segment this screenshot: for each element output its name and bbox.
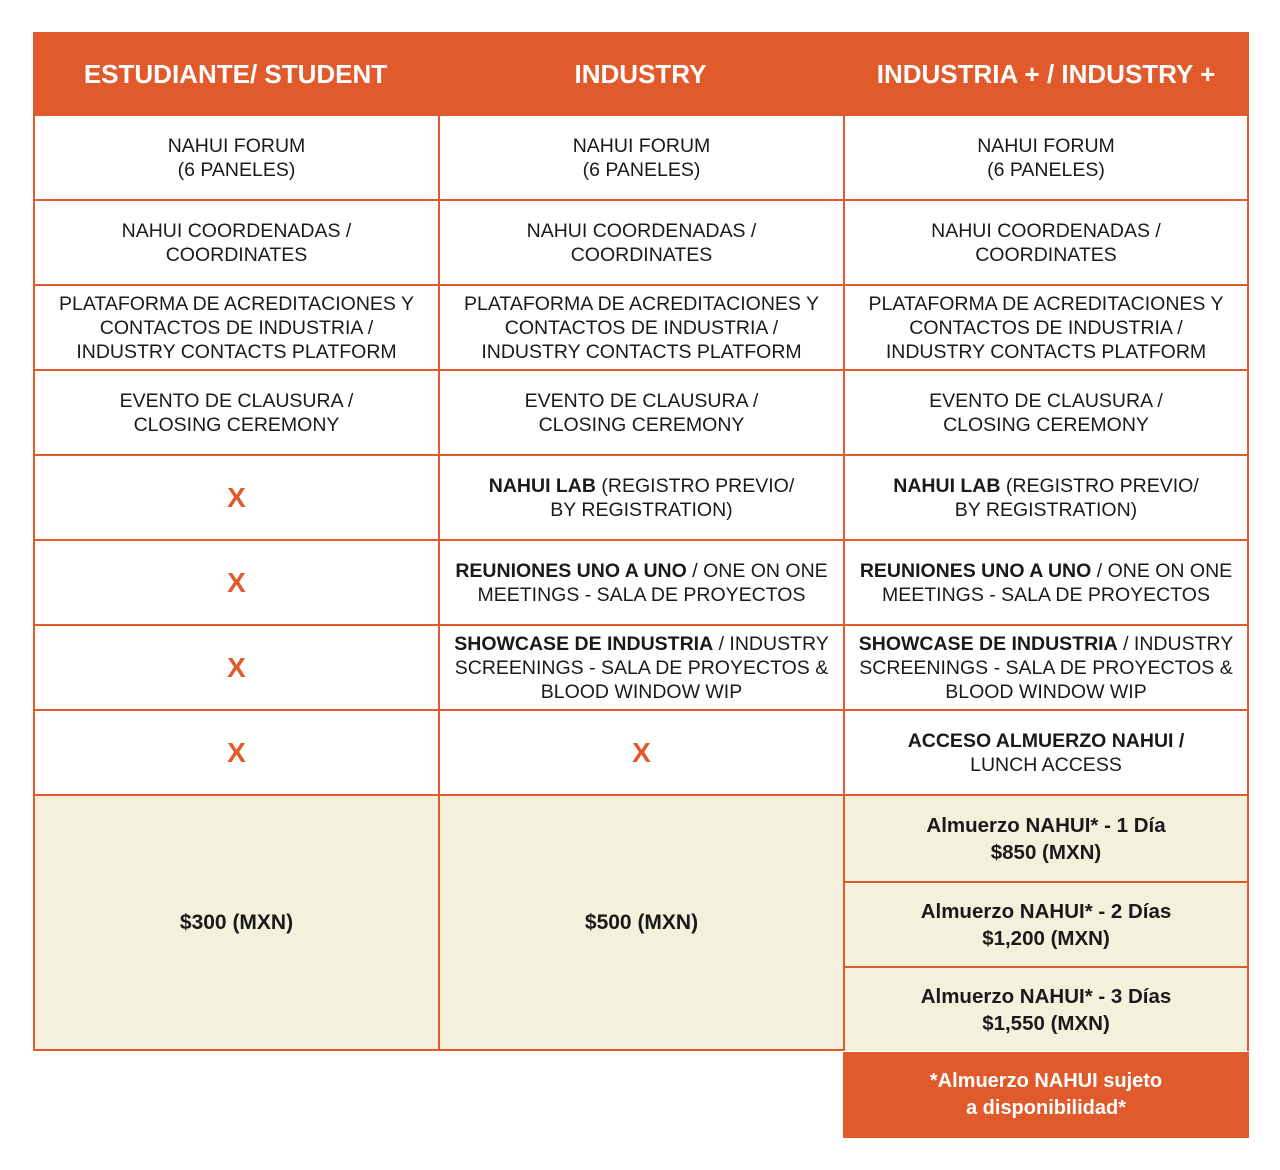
plataforma-line1: PLATAFORMA DE ACREDITACIONES Y bbox=[463, 292, 820, 315]
cell-clausura-industry-plus bbox=[843, 371, 1249, 456]
showcase-line3: BLOOD WINDOW WIP bbox=[540, 680, 743, 703]
price-student bbox=[33, 796, 438, 1051]
coordenadas-line1: NAHUI COORDENADAS / bbox=[526, 219, 757, 242]
cell-clausura-industry bbox=[438, 371, 843, 456]
price-industry-value: $500 (MXN) bbox=[584, 910, 699, 934]
reuniones-title: REUNIONES UNO A UNO bbox=[455, 559, 687, 582]
forum-line2: (6 PANELES) bbox=[582, 158, 701, 181]
cell-almuerzo-industry-plus bbox=[843, 711, 1249, 796]
price-industry-plus bbox=[843, 796, 1249, 1051]
clausura-line1: EVENTO DE CLAUSURA / bbox=[119, 389, 354, 412]
header-student-label: ESTUDIANTE/ STUDENT bbox=[83, 58, 388, 89]
showcase-title: SHOWCASE DE INDUSTRIA bbox=[454, 632, 714, 655]
header-industry bbox=[438, 32, 843, 116]
plataforma-line2: CONTACTOS DE INDUSTRIA / bbox=[99, 316, 374, 339]
not-included-x-icon: X bbox=[227, 736, 246, 768]
lab-line2: BY REGISTRATION) bbox=[550, 498, 733, 521]
reuniones-line1-rest: / ONE ON ONE bbox=[1091, 559, 1233, 582]
not-included-x-icon: X bbox=[632, 736, 651, 768]
cell-showcase-industry-plus bbox=[843, 626, 1249, 711]
coordenadas-line2: COORDINATES bbox=[165, 243, 308, 266]
lunch-availability-footnote bbox=[843, 1052, 1249, 1138]
cell-lab-industry bbox=[438, 456, 843, 541]
cell-forum-student bbox=[33, 116, 438, 201]
coordenadas-line2: COORDINATES bbox=[570, 243, 713, 266]
reuniones-line1-rest: / ONE ON ONE bbox=[686, 559, 828, 582]
header-industry-plus-label: INDUSTRIA + / INDUSTRY + bbox=[876, 58, 1216, 89]
lab-title: NAHUI LAB bbox=[893, 474, 1001, 497]
lunch-option-label: Almuerzo NAHUI* - 1 Día bbox=[926, 813, 1166, 837]
showcase-line2: SCREENINGS - SALA DE PROYECTOS & bbox=[454, 656, 829, 679]
forum-line2: (6 PANELES) bbox=[177, 158, 296, 181]
cell-lab-student bbox=[33, 456, 438, 541]
lunch-option-price: $1,200 (MXN) bbox=[982, 926, 1110, 950]
cell-almuerzo-industry bbox=[438, 711, 843, 796]
cell-showcase-student bbox=[33, 626, 438, 711]
forum-line1: NAHUI FORUM bbox=[572, 134, 711, 157]
header-student bbox=[33, 32, 438, 116]
lunch-option-label: Almuerzo NAHUI* - 2 Días bbox=[920, 899, 1172, 923]
forum-line2: (6 PANELES) bbox=[987, 158, 1105, 181]
cell-lab-industry-plus bbox=[843, 456, 1249, 541]
lab-line1-rest: (REGISTRO PREVIO/ bbox=[1000, 474, 1199, 497]
reuniones-line2: MEETINGS - SALA DE PROYECTOS bbox=[882, 583, 1210, 606]
lab-line1-rest: (REGISTRO PREVIO/ bbox=[595, 474, 795, 497]
not-included-x-icon: X bbox=[227, 566, 246, 598]
reuniones-title: REUNIONES UNO A UNO bbox=[859, 559, 1092, 582]
coordenadas-line2: COORDINATES bbox=[975, 243, 1117, 266]
footnote-line2: a disponibilidad* bbox=[965, 1097, 1126, 1119]
cell-reuniones-student bbox=[33, 541, 438, 626]
lab-line2: BY REGISTRATION) bbox=[954, 498, 1138, 521]
coordenadas-line1: NAHUI COORDENADAS / bbox=[121, 219, 352, 242]
forum-line1: NAHUI FORUM bbox=[167, 134, 306, 157]
not-included-x-icon: X bbox=[227, 651, 246, 683]
clausura-line2: CLOSING CEREMONY bbox=[133, 413, 340, 436]
clausura-line2: CLOSING CEREMONY bbox=[943, 413, 1149, 436]
cell-forum-industry-plus bbox=[843, 116, 1249, 201]
showcase-line3: BLOOD WINDOW WIP bbox=[945, 680, 1147, 703]
reuniones-line2: MEETINGS - SALA DE PROYECTOS bbox=[477, 583, 806, 606]
cell-reuniones-industry-plus bbox=[843, 541, 1249, 626]
lunch-option-1-day bbox=[845, 796, 1247, 881]
cell-almuerzo-student bbox=[33, 711, 438, 796]
plataforma-line2: CONTACTOS DE INDUSTRIA / bbox=[909, 316, 1183, 339]
cell-coordenadas-industry bbox=[438, 201, 843, 286]
lunch-option-price: $850 (MXN) bbox=[990, 840, 1102, 864]
not-included-x-icon: X bbox=[227, 481, 246, 513]
cell-showcase-industry bbox=[438, 626, 843, 711]
plataforma-line3: INDUSTRY CONTACTS PLATFORM bbox=[481, 340, 802, 363]
cell-coordenadas-student bbox=[33, 201, 438, 286]
cell-coordenadas-industry-plus bbox=[843, 201, 1249, 286]
cell-plataforma-industry bbox=[438, 286, 843, 371]
cell-plataforma-student bbox=[33, 286, 438, 371]
plataforma-line3: INDUSTRY CONTACTS PLATFORM bbox=[885, 340, 1207, 363]
pricing-table bbox=[33, 32, 1249, 1051]
showcase-title: SHOWCASE DE INDUSTRIA bbox=[858, 632, 1118, 655]
almuerzo-line1: ACCESO ALMUERZO NAHUI / bbox=[907, 729, 1185, 752]
almuerzo-line2: LUNCH ACCESS bbox=[970, 753, 1122, 776]
cell-reuniones-industry bbox=[438, 541, 843, 626]
coordenadas-line1: NAHUI COORDENADAS / bbox=[931, 219, 1161, 242]
header-industry-plus bbox=[843, 32, 1249, 116]
price-student-value: $300 (MXN) bbox=[179, 910, 294, 934]
plataforma-line3: INDUSTRY CONTACTS PLATFORM bbox=[76, 340, 397, 363]
plataforma-line1: PLATAFORMA DE ACREDITACIONES Y bbox=[58, 292, 415, 315]
lunch-option-label: Almuerzo NAHUI* - 3 Días bbox=[920, 984, 1172, 1008]
showcase-line1-rest: / INDUSTRY bbox=[713, 632, 829, 655]
cell-clausura-student bbox=[33, 371, 438, 456]
header-industry-label: INDUSTRY bbox=[574, 58, 707, 89]
price-industry bbox=[438, 796, 843, 1051]
lab-title: NAHUI LAB bbox=[488, 474, 596, 497]
plataforma-line2: CONTACTOS DE INDUSTRIA / bbox=[504, 316, 779, 339]
cell-forum-industry bbox=[438, 116, 843, 201]
clausura-line1: EVENTO DE CLAUSURA / bbox=[929, 389, 1163, 412]
lunch-option-2-days bbox=[845, 881, 1247, 966]
lunch-option-price: $1,550 (MXN) bbox=[982, 1011, 1110, 1035]
footnote-line1: *Almuerzo NAHUI sujeto bbox=[929, 1070, 1163, 1092]
forum-line1: NAHUI FORUM bbox=[977, 134, 1115, 157]
showcase-line2: SCREENINGS - SALA DE PROYECTOS & bbox=[859, 656, 1233, 679]
cell-plataforma-industry-plus bbox=[843, 286, 1249, 371]
lunch-option-3-days bbox=[845, 966, 1247, 1051]
clausura-line1: EVENTO DE CLAUSURA / bbox=[524, 389, 759, 412]
plataforma-line1: PLATAFORMA DE ACREDITACIONES Y bbox=[868, 292, 1224, 315]
clausura-line2: CLOSING CEREMONY bbox=[538, 413, 745, 436]
showcase-line1-rest: / INDUSTRY bbox=[1117, 632, 1234, 655]
